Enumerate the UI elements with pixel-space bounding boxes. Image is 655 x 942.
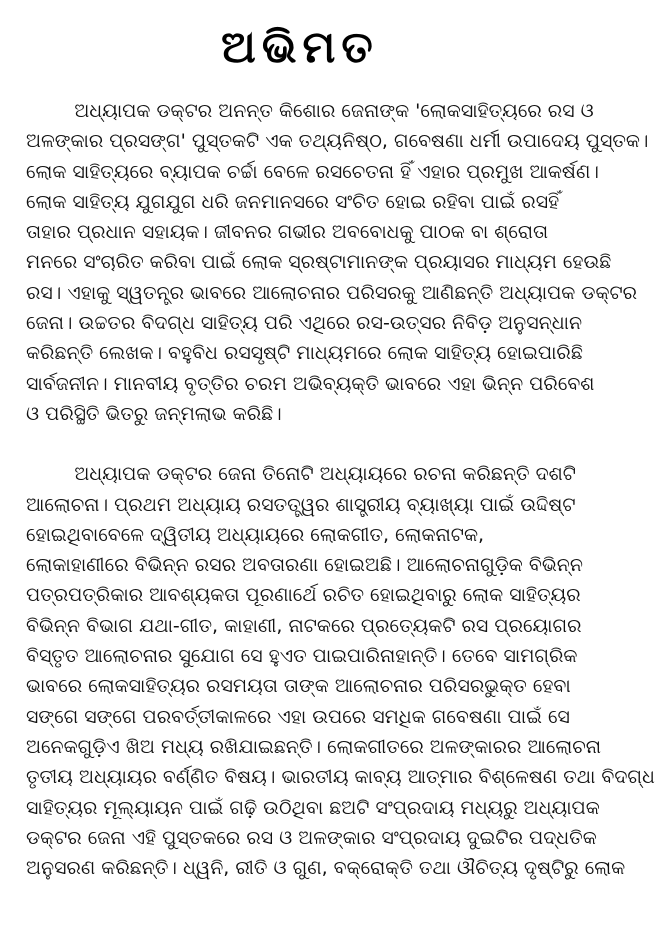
text-line: ମନରେ ସଂଚାରିତ କରିବା ପାଇଁ ଲୋକ ସ୍ରଷ୍ଟାମାନଙ୍କ ପ୍ରୟାସର ମାଧ୍ୟମ ହେଉଛି (26, 251, 612, 274)
text-line: ଅନେକଗୁଡ଼ିଏ ଖିଅ ମଧ୍ୟ ରଖିଯାଇଛନ୍ତି। ଲୋକଗୀତରେ ଅଳଙ୍କାରର ଆଲୋଚନା (26, 735, 602, 758)
text-line: ତୃତୀୟ ଅଧ୍ୟାୟର ବର୍ଣ୍ଣିତ ବିଷୟ। ଭାରତୀୟ କାବ୍ୟ ଆତ୍ମାର ବିଶ୍ଳେଷଣ ତଥା ବିଦଗ୍ଧ (26, 766, 655, 789)
page-title: ଅଭିମତ (221, 22, 379, 73)
text-line: ଆଲୋଚନା। ପ୍ରଥମ ଅଧ୍ୟାୟ ରସତତ୍ତ୍ୱର ଶାସ୍ତ୍ରୀୟ ବ୍ୟାଖ୍ୟା ପାଇଁ ଉଦ୍ଦିଷ୍ଟ (26, 493, 576, 516)
text-line: ରସ। ଏହାକୁ ସ୍ୱତନ୍ତ୍ର ଭାବରେ ଆଲୋଚନାର ପରିସରକୁ ଆଣିଛନ୍ତି ଅଧ୍ୟାପକ ଡକ୍ଟର (26, 281, 638, 304)
text-line: ବିସ୍ତୃତ ଆଲୋଚନାର ସୁଯୋଗ ସେ ହୁଏତ ପାଇପାରିନାହାନ୍ତି। ତେବେ ସାମଗ୍ରିକ (26, 645, 578, 668)
text-line: ସାହିତ୍ୟର ମୂଲ୍ୟାୟନ ପାଇଁ ଗଢ଼ି ଉଠିଥିବା ଛଅଟି ସଂପ୍ରଦାୟ ମଧ୍ୟରୁ ଅଧ୍ୟାପକ (26, 796, 600, 819)
text-line: ବିଭିନ୍ନ ବିଭାଗ ଯଥା-ଗୀତ, କାହାଣୀ, ନାଟକରେ ପ୍ରତ୍ୟେକଟି ରସ ପ୍ରୟୋଗର (26, 614, 582, 637)
text-line: ଲୋକ ସାହିତ୍ୟରେ ବ୍ୟାପକ ଚର୍ଚ୍ଚା ବେଳେ ରସଚେତନା ହିଁ ଏହାର ପ୍ରମୁଖ ଆକର୍ଷଣ। (26, 160, 599, 183)
text-line: ଡକ୍ଟର ଜେନା ଏହି ପୁସ୍ତକରେ ରସ ଓ ଅଳଙ୍କାର ସଂପ୍ରଦାୟ ଦୁଇଟିର ପଦ୍ଧତିକ (26, 826, 597, 849)
text-line: ଜେନା। ଉଚ୍ଚତର ବିଦଗ୍ଧ ସାହିତ୍ୟ ପରି ଏଥିରେ ରସ-ଉତ୍ସର ନିବିଡ଼ ଅନୁସନ୍ଧାନ (26, 312, 583, 335)
text-line: ଅଧ୍ୟାପକ ଡକ୍ଟର ଅନନ୍ତ କିଶୋର ଜେନାଙ୍କ 'ଲୋକସାହିତ୍ୟରେ ରସ ଓ (26, 100, 594, 122)
text-line: ଭାବରେ ଲୋକସାହିତ୍ୟର ରସମୟତା ତାଙ୍କ ଆଲୋଚନାର ପରିସରଭୁକ୍ତ ହେବା (26, 675, 571, 698)
text-line: ଓ ପରିସ୍ଥିତି ଭିତରୁ ଜନ୍ମଲାଭ କରିଛି। (26, 402, 282, 425)
paragraph-1 (26, 96, 649, 429)
text-line: ଅଧ୍ୟାପକ ଡକ୍ଟର ଜେନା ତିନୋଟି ଅଧ୍ୟାୟରେ ରଚନା କରିଛନ୍ତି ଦଶଟି (26, 463, 576, 486)
text-line: ଅଳଙ୍କାର ପ୍ରସଙ୍ଗ' ପୁସ୍ତକଟି ଏକ ତଥ୍ୟନିଷ୍ଠ, ଗବେଷଣା ଧର୍ମୀ ଉପାଦେୟ ପୁସ୍ତକ। (26, 130, 649, 153)
text-line: ଲୋକାହାଣୀରେ ବିଭିନ୍ନ ରସର ଅବତାରଣା ହୋଇଅଛି। ଆଲୋଚନାଗୁଡ଼ିକ ବିଭିନ୍ନ (26, 554, 583, 577)
paragraph-spacer (26, 429, 574, 459)
text-line: ତାହାର ପ୍ରଧାନ ସହାୟକ। ଜୀବନର ଗଭୀର ଅବବୋଧକୁ ପାଠକ ବା ଶ୍ରୋତା (26, 221, 549, 244)
paragraph-2 (26, 459, 655, 883)
text-line: ଲୋକ ସାହିତ୍ୟ ଯୁଗଯୁଗ ଧରି ଜନମାନସରେ ସଂଚିତ ହୋଇ ରହିବା ପାଇଁ ରସହିଁ (26, 190, 560, 213)
text-line: ହୋଇଥିବାବେଳେ ଦ୍ୱିତୀୟ ଅଧ୍ୟାୟରେ ଲୋକଗୀତ, ଲୋକନାଟକ, (26, 523, 485, 546)
text-line: କରିଛନ୍ତି ଲେଖକ। ବହୁବିଧ ରସସୃଷ୍ଟି ମାଧ୍ୟମରେ ଲୋକ ସାହିତ୍ୟ ହୋଇପାରିଛି (26, 342, 583, 365)
text-line: ସଙ୍ଗେ ସଙ୍ଗେ ପରବର୍ତ୍ତୀକାଳରେ ଏହା ଉପରେ ସମଧିକ ଗବେଷଣା ପାଇଁ ସେ (26, 705, 570, 728)
text-line: ପତ୍ରପତ୍ରିକାର ଆବଶ୍ୟକତା ପୂରଣାର୍ଥେ ରଚିତ ହୋଇଥିବାରୁ ଲୋକ ସାହିତ୍ୟର (26, 584, 581, 607)
text-line: ଅନୁସରଣ କରିଛନ୍ତି। ଧ୍ୱନି, ରୀତି ଓ ଗୁଣ, ବକ୍ରୋକ୍ତି ତଥା ଔଚିତ୍ୟ ଦୃଷ୍ଟିରୁ ଲୋକ (26, 857, 626, 880)
text-line: ସାର୍ବଜନୀନ। ମାନବୀୟ ବୃତ୍ତିର ଚରମ ଅଭିବ୍ୟକ୍ତି ଭାବରେ ଏହା ଭିନ୍ନ ପରିବେଶ (26, 372, 595, 395)
